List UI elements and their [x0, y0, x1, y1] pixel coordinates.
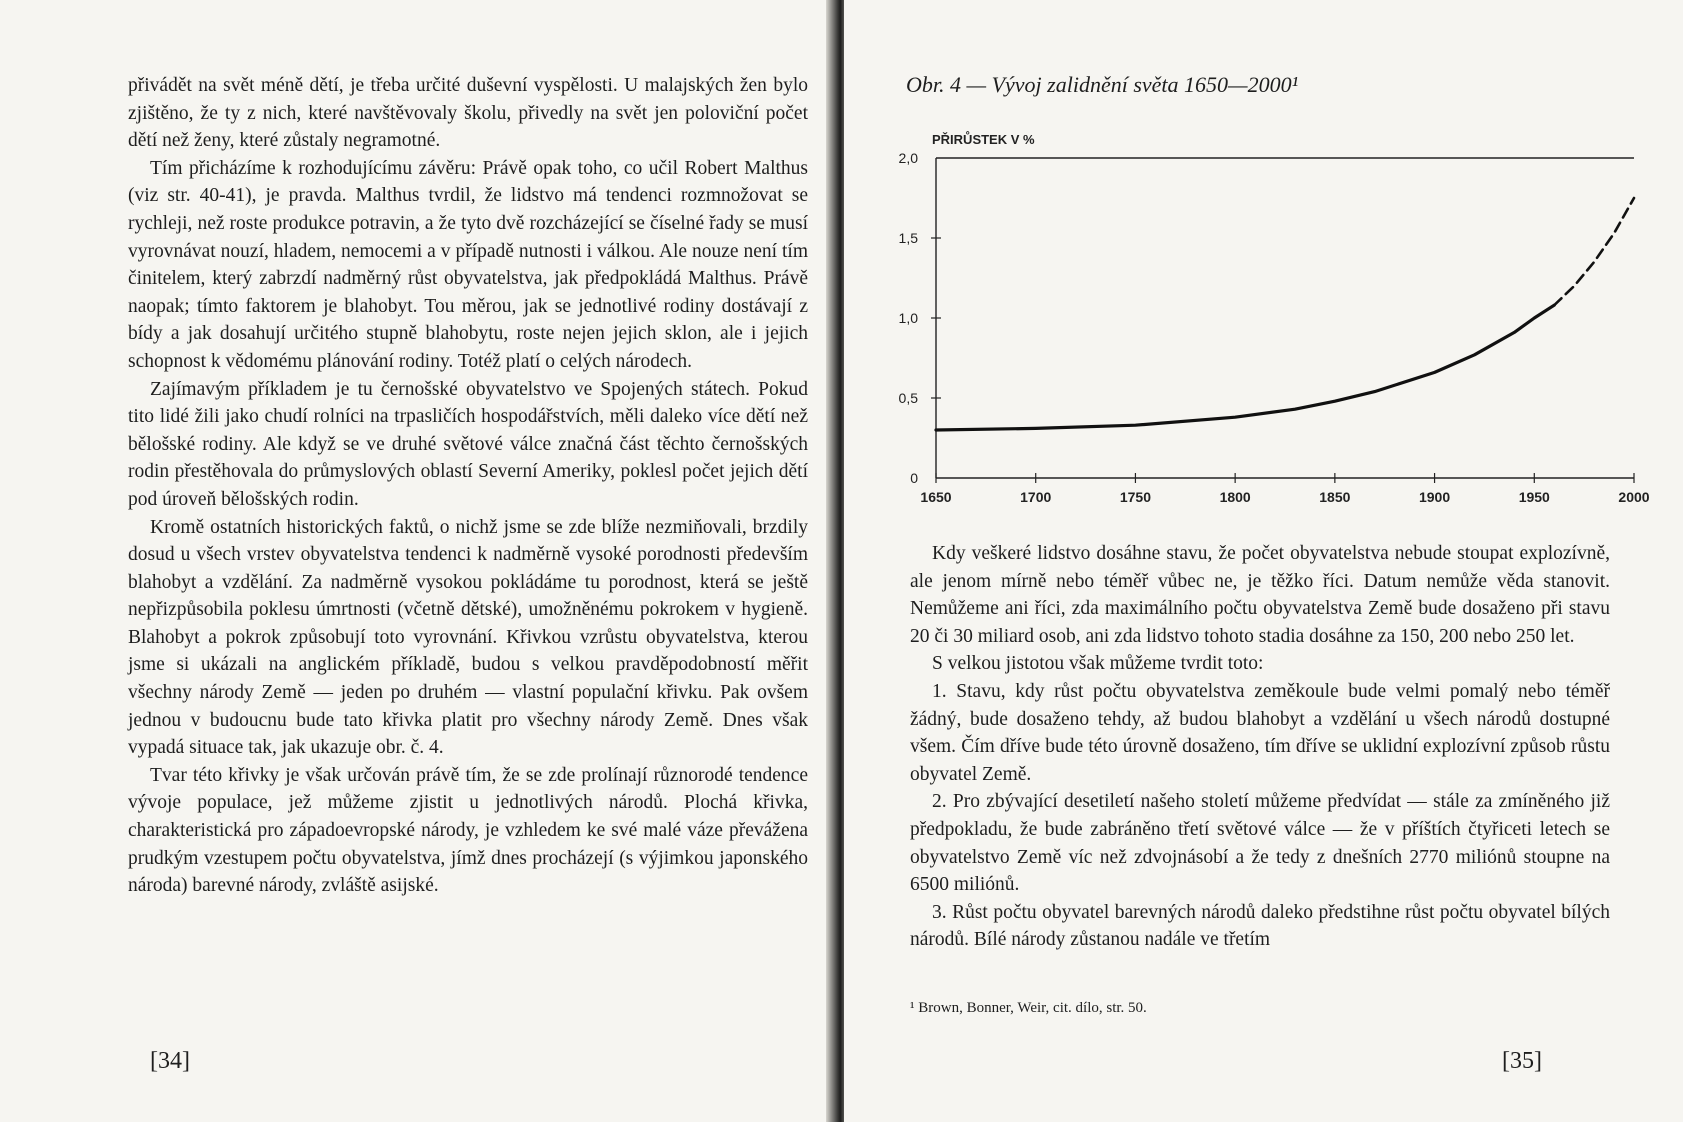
right-page — [844, 0, 1683, 1122]
page-number: [34] — [150, 1048, 190, 1074]
left-page — [0, 0, 836, 1122]
y-tick-label: 1,5 — [898, 230, 918, 246]
footnote: ¹ Brown, Bonner, Weir, cit. dílo, str. 50. — [910, 1000, 1147, 1016]
paragraph: Tím přicházíme k rozhodujícímu závěru: Právě opak toho, co učil Robert Malthus (viz str. 40-41), je pravda. Malthus tvrdil, že lidstvo má tendenci rozmnožovat se rychleji, než roste produkce potravin, a že tyto dvě rozcházející se číselné řady se musí vyrovnávat nouzí, hladem, nemocemi a v případě nutnosti i válkou. Ale nouze není tím činitelem, který zabrzdí nadměrný růst obyvatelstva, jak předpokládá Malthus. Právě naopak; tímto faktorem je blahobyt. Tou měrou, jak se jednotlivé rodiny dostávají z bídy a jak dosahují určitého stupně blahobytu, roste nejen jejich sklon, ale i jejich schopnost k vědomému plánování rodiny. Totéž platí o celých národech. — [128, 157, 808, 372]
y-tick-label: 2,0 — [898, 150, 918, 166]
growth-line — [936, 305, 1554, 430]
page-number: [35] — [1502, 1048, 1542, 1074]
paragraph: 3. Růst počtu obyvatel barevných národů daleko předstihne růst počtu obyvatel bílých národů. Bílé národy zůstanou nadále ve třetím — [910, 901, 1610, 951]
paragraph: S velkou jistotou však můžeme tvrdit toto: — [932, 653, 1264, 675]
x-tick-label: 1950 — [1518, 489, 1550, 505]
y-tick-label: 0,5 — [898, 390, 918, 406]
population-growth-chart — [844, 0, 1683, 530]
paragraph: Zajímavým příkladem je tu černošské obyvatelstvo ve Spojených státech. Pokud tito lidé žili jako chudí rolníci na trpasličích hospodářstvích, měli daleko více dětí než bělošské rodiny. Ale když se ve druhé světové válce značná část těchto černošských rodin přestěhovala do průmyslových oblastí Severní Ameriky, poklesl počet jejich dětí pod úroveň bělošských rodin. — [128, 378, 808, 510]
left-text-column — [128, 72, 808, 900]
x-tick-label: 1750 — [1119, 489, 1152, 505]
right-text-column — [910, 540, 1610, 954]
paragraph: Tvar této křivky je však určován právě tím, že se zde prolínají různorodé tendence vývoje populace, jež můžeme zjistit u jednotlivých národů. Plochá křivka, charakteristická pro západoevropské národy, je vzhledem ke své malé váze převážena prudkým vzestupem počtu obyvatelstva, jímž dnes procházejí (s výjimkou japonského národa) barevné národy, zvláště asijské. — [128, 764, 808, 897]
projected-growth-line — [1554, 198, 1634, 305]
x-tick-label: 1800 — [1219, 489, 1251, 505]
x-tick-label: 2000 — [1618, 489, 1650, 505]
paragraph: 2. Pro zbývající desetiletí našeho století můžeme předvídat — stále za zmíněného již předpokladu, že bude zabráněno třetí světové válce — že v příštích čtyřiceti letech se obyvatelstvo Země víc než zdvojnásobí a že tedy z dnešních 2770 miliónů stoupne na 6500 miliónů. — [910, 791, 1610, 896]
y-axis-label: PŘIRŮSTEK V % — [932, 132, 1035, 147]
y-tick-label: 0 — [910, 470, 918, 486]
paragraph: přivádět na svět méně dětí, je třeba určité duševní vyspělosti. U malajských žen bylo zjištěno, že ty z nich, které navštěvovaly školu, přivedly na svět jen poloviční počet dětí než ženy, které zůstaly negramotné. — [128, 75, 808, 152]
x-tick-label: 1700 — [1020, 489, 1052, 505]
y-tick-label: 1,0 — [898, 310, 918, 326]
figure-caption: Obr. 4 — Vývoj zalidnění světa 1650—2000¹ — [906, 72, 1299, 97]
x-tick-label: 1900 — [1418, 489, 1451, 505]
paragraph: Kromě ostatních historických faktů, o nichž jsme se zde blíže nezmiňovali, brzdily dosud u všech vrstev obyvatelstva tendenci k nadměrně vysoké porodnosti především blahobyt a vzdělání. Za nadměrně vysokou pokládáme tu porodnost, která se ještě nepřizpůsobila poklesu úmrtnosti (včetně dětské), umožněnému pokrokem v hygieně. Blahobyt a pokrok způsobují toto vyrovnání. Křivkou vzrůstu obyvatelstva, kterou jsme si ukázali na anglickém příkladě, budou s velkou pravděpodobností měřit všechny národy Země — jeden po druhém — vlastní populační křivku. Pak ovšem jednou v budoucnu bude tato křivka platit pro všechny národy Země. Dnes však vypadá situace tak, jak ukazuje obr. č. 4. — [128, 516, 808, 759]
paragraph: Kdy veškeré lidstvo dosáhne stavu, že počet obyvatelstva nebude stoupat explozívně, ale jenom mírně nebo téměř vůbec ne, je těžko říci. Datum nemůže věda stanovit. Nemůžeme ani říci, zda maximálního počtu obyvatelstva Země bude dosaženo při stavu 20 či 30 miliard osob, ani zda lidstvo tohoto stadia dosáhne za 150, 200 nebo 250 let. — [910, 543, 1610, 647]
paragraph: 1. Stavu, kdy růst počtu obyvatelstva zeměkoule bude velmi pomalý nebo téměř žádný, bude dosaženo tehdy, až budou blahobyt a vzdělání u všech národů dostupné všem. Čím dříve bude této úrovně dosaženo, tím dříve se uklidní explozívní způsob růstu obyvatel Země. — [910, 680, 1610, 785]
x-tick-label: 1650 — [920, 489, 952, 505]
x-tick-label: 1850 — [1319, 489, 1351, 505]
